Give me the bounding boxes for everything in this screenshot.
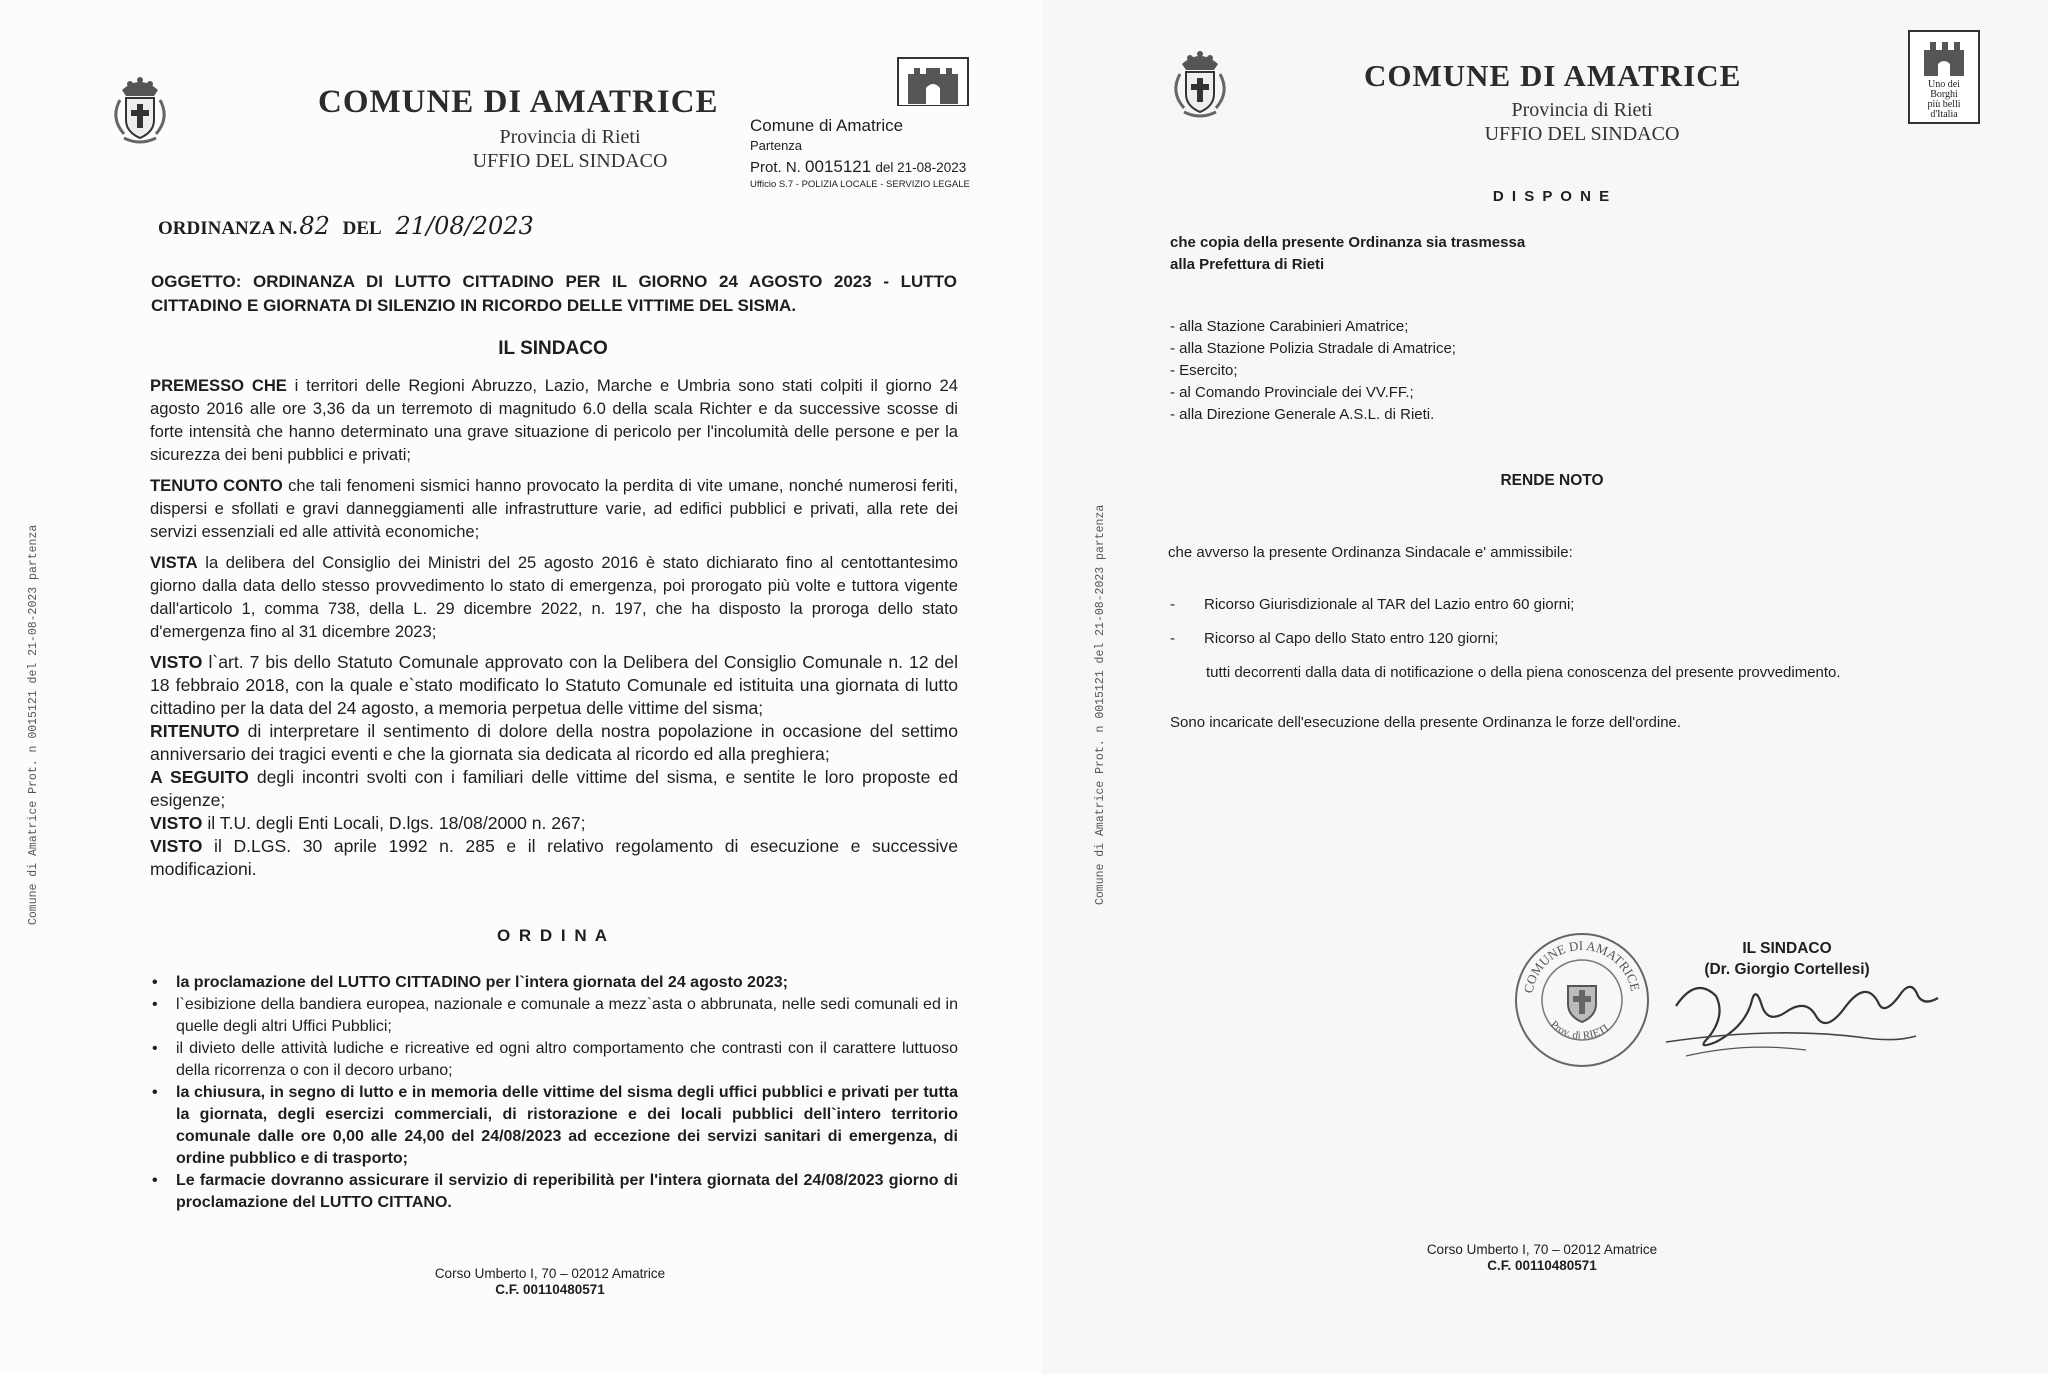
premise-text: di interpretare il sentimento di dolore della nostra popolazione in occasione del settimo anniversario dei tragici eventi e che la giornata sia dedicata al ricordo ed alla preghiera; [150,721,958,764]
premise-lead: VISTO [150,813,203,833]
rende-noto-heading: RENDE NOTO [1500,472,1604,489]
list-item: - Ricorso Giurisdizionale al TAR del Lazio entro 60 giorni; [1170,596,1575,613]
footer-cf: C.F. 00110480571 [495,1282,605,1297]
badge-line: d'Italia [1930,109,1958,120]
premise-paragraph [150,551,958,643]
stamp-prot-date: del 21-08-2023 [875,160,967,175]
ordina-list [150,972,958,1214]
premise-paragraph [150,812,958,835]
protocol-stamp [740,116,1030,190]
list-item: - Esercito; [1170,362,1238,379]
stamp-office: Ufficio S.7 - POLIZIA LOCALE - SERVIZIO LEGALE [750,179,970,190]
side-protocol-stamp: Comune di Amatrice Prot. n 0015121 del 21-08-2023 partenza [27,524,40,925]
ordinanza-label: ORDINANZA N. [158,218,298,239]
oggetto-text: OGGETTO: ORDINANZA DI LUTTO CITTADINO PER IL GIORNO 24 AGOSTO 2023 - LUTTO CITTADINO E GIORNATA DI SILENZIO IN RICORDO DELLE VITTIME DEL SISMA. [151,272,957,315]
list-item: • il divieto delle attività ludiche e ricreative ed ogni altro comportamento che contrasti con il carattere luttuoso della ricorrenza o con il decoro urbano; [150,1038,958,1082]
badge-text [1910,80,1978,120]
provincia-text: Provincia di Rieti [1511,99,1653,121]
document-title: COMUNE DI AMATRICE [1364,58,1742,93]
ordinance-page-2 [1042,0,2048,1374]
ricorsi-list [1170,594,1574,650]
stamp-org: Comune di Amatrice [750,116,904,135]
ricorso-text: Ricorso al Capo dello Stato entro 120 giorni; [1204,630,1499,647]
ricorso-text: Ricorso Giurisdizionale al TAR del Lazio entro 60 giorni; [1204,596,1575,613]
svg-text:Prov. di RIETI [1548,1019,1611,1042]
list-item: - alla Stazione Carabinieri Amatrice; [1170,318,1409,335]
list-item: • la proclamazione del LUTTO CITTADINO per l`intera giornata del 24 agosto 2023; [150,972,958,994]
list-item: • Le farmacie dovranno assicurare il servizio di reperibilità per l'intera giornata del 24/08/2023 giorno di proclamazione del LUTTO CITTANO. [150,1170,958,1214]
footer-cf: C.F. 00110480571 [1487,1258,1597,1273]
stamp-prot-number: 0015121 [805,157,872,176]
badge-line: Borghi [1930,89,1958,100]
dispone-text [1170,232,1525,276]
provincia-label [1432,98,1732,146]
premise-text: la delibera del Consiglio dei Ministri del 25 agosto 2016 è stato dichiarato fino al centottantesimo giorno dalla data dello stesso provvedimento lo stato di emergenza, poi prorogato più volte e tuttora vigente dall'articolo 1, comma 738, della L. 29 dicembre 2022, n. 197, che ha disposto la proroga dello stato d'emergenza fino al 31 dicembre 2023; [150,553,958,641]
recipients-list [1170,316,1456,426]
premise-paragraph [150,720,958,766]
premise-lead: VISTA [150,553,198,572]
premise-text: il D.LGS. 30 aprile 1992 n. 285 e il relativo regolamento di esecuzione e successive modificazioni. [150,836,958,879]
premise-lead: PREMESSO CHE [150,376,287,395]
list-item: - Ricorso al Capo dello Stato entro 120 giorni; [1170,630,1499,647]
footer-address: Corso Umberto I, 70 – 02012 Amatrice [434,1266,666,1281]
premise-text: il T.U. degli Enti Locali, D.lgs. 18/08/2000 n. 267; [202,813,586,833]
stamp-prot-label: Prot. N. [750,159,801,176]
premise-paragraph [150,474,958,543]
ordinanza-number-line [158,212,534,240]
provincia-text: Provincia di Rieti [499,126,641,148]
sindaco-heading: IL SINDACO [498,338,608,359]
premise-lead: TENUTO CONTO [150,476,283,495]
ordinanza-del-label: DEL [342,218,381,239]
rende-noto-text: che avverso la presente Ordinanza Sindacale e' ammissibile: [1168,544,1573,561]
badge-line: Uno dei [1928,79,1960,90]
premise-paragraph [150,651,958,720]
tower-icon [1920,38,1968,76]
borghi-logo-icon [896,56,970,106]
footer [350,1266,750,1298]
badge-line: più belli [1927,99,1961,110]
premise-lead: RITENUTO [150,721,240,741]
side-protocol-stamp: Comune di Amatrice Prot. n 0015121 del 21-08-2023 partenza [1094,504,1107,905]
premise-text: l`art. 7 bis dello Statuto Comunale approvato con la Delibera del Consiglio Comunale n. 12 del 18 febbraio 2018, con la quale e`stato modificato lo Statuto Comunale ed istituita una giornata di lutto cittadino per la data del 24 agosto, a memoria perpetua delle vittime del sisma; [150,652,958,718]
seal-text-bottom: Prov. di RIETI [1547,1018,1612,1043]
handwritten-signature-icon [1656,946,1956,1066]
amatrice-crest-icon [100,68,180,148]
provincia-label [420,125,720,173]
dispone-line: alla Prefettura di Rieti [1170,256,1325,273]
stamp-direction: Partenza [750,138,803,153]
ordina-heading: O R D I N A [496,926,610,945]
list-item: • la chiusura, in segno di lutto e in memoria delle vittime del sisma degli uffici pubblici e privati per tutta la giornata, degli esercizi commerciali, di ristorazione e dei locali pubblici dell`intero territorio comunale dalle ore 0,00 alle 24,00 del 24/08/2023 ad eccezione dei servizi sanitari di emergenza, di ordine pubblico e di trasporto; [150,1082,958,1170]
dispone-line: che copia della presente Ordinanza sia trasmessa [1170,234,1526,251]
premises-section [150,374,958,881]
premise-paragraph [150,835,958,881]
list-item: • l`esibizione della bandiera europea, nazionale e comunale a mezz`asta o abbrunata, nelle sedi comunali ed in quelle degli altri Uffici Pubblici; [150,994,958,1038]
signature-name: (Dr. Giorgio Cortellesi) [1704,961,1870,978]
premise-paragraph [150,766,958,812]
list-item: - alla Stazione Polizia Stradale di Amatrice; [1170,340,1456,357]
borghi-badge [1908,30,1980,124]
seal-text-top: COMUNE DI AMATRICE [1520,937,1644,995]
premise-lead: VISTO [150,652,203,672]
premise-text: degli incontri svolti con i familiari delle vittime del sisma, e sentite le loro proposte ed esigenze; [150,767,958,810]
footer-address: Corso Umberto I, 70 – 02012 Amatrice [1426,1242,1658,1257]
premise-lead: A SEGUITO [150,767,249,787]
ordinanza-number: 82 [299,212,330,240]
ufficio-text: UFFIO DEL SINDACO [472,150,668,172]
document-title: COMUNE DI AMATRICE [318,84,719,120]
stamp-protocol [750,157,1030,177]
amatrice-crest-icon [1160,42,1240,122]
incaricate-text: Sono incaricate dell'esecuzione della presente Ordinanza le forze dell'ordine. [1170,714,1682,731]
signature-title: IL SINDACO [1742,940,1832,957]
premise-lead: VISTO [150,836,203,856]
list-item: - al Comando Provinciale dei VV.FF.; [1170,384,1414,401]
ufficio-text: UFFIO DEL SINDACO [1484,123,1680,145]
ordinanza-date: 21/08/2023 [395,212,534,240]
municipal-seal-icon [1512,930,1652,1070]
list-item: - alla Direzione Generale A.S.L. di Rieti. [1170,406,1435,423]
dispone-heading: D I S P O N E [1492,188,1612,205]
premise-paragraph [150,374,958,466]
premise-text: i territori delle Regioni Abruzzo, Lazio, Marche e Umbria sono stati colpiti il giorno 24 agosto 2016 alle ore 3,36 da un terremoto di magnitudo 6.0 della scala Richter e da successive scosse di forte intensità che hanno determinato una grave situazione di pericolo per l'incolumità delle persone e per la sicurezza dei beni pubblici e privati; [150,376,958,464]
decorrenza-text: tutti decorrenti dalla data di notificazione o della piena conoscenza del presente provvedimento. [1206,664,1841,681]
footer [1342,1242,1742,1274]
premise-text: che tali fenomeni sismici hanno provocato la perdita di vite umane, nonché numerosi feriti, dispersi e sfollati e gravi danneggiamenti alle infrastrutture varie, ad edifici pubblici e privati, alla rete dei servizi essenziali ed alle attività economiche; [150,476,958,541]
